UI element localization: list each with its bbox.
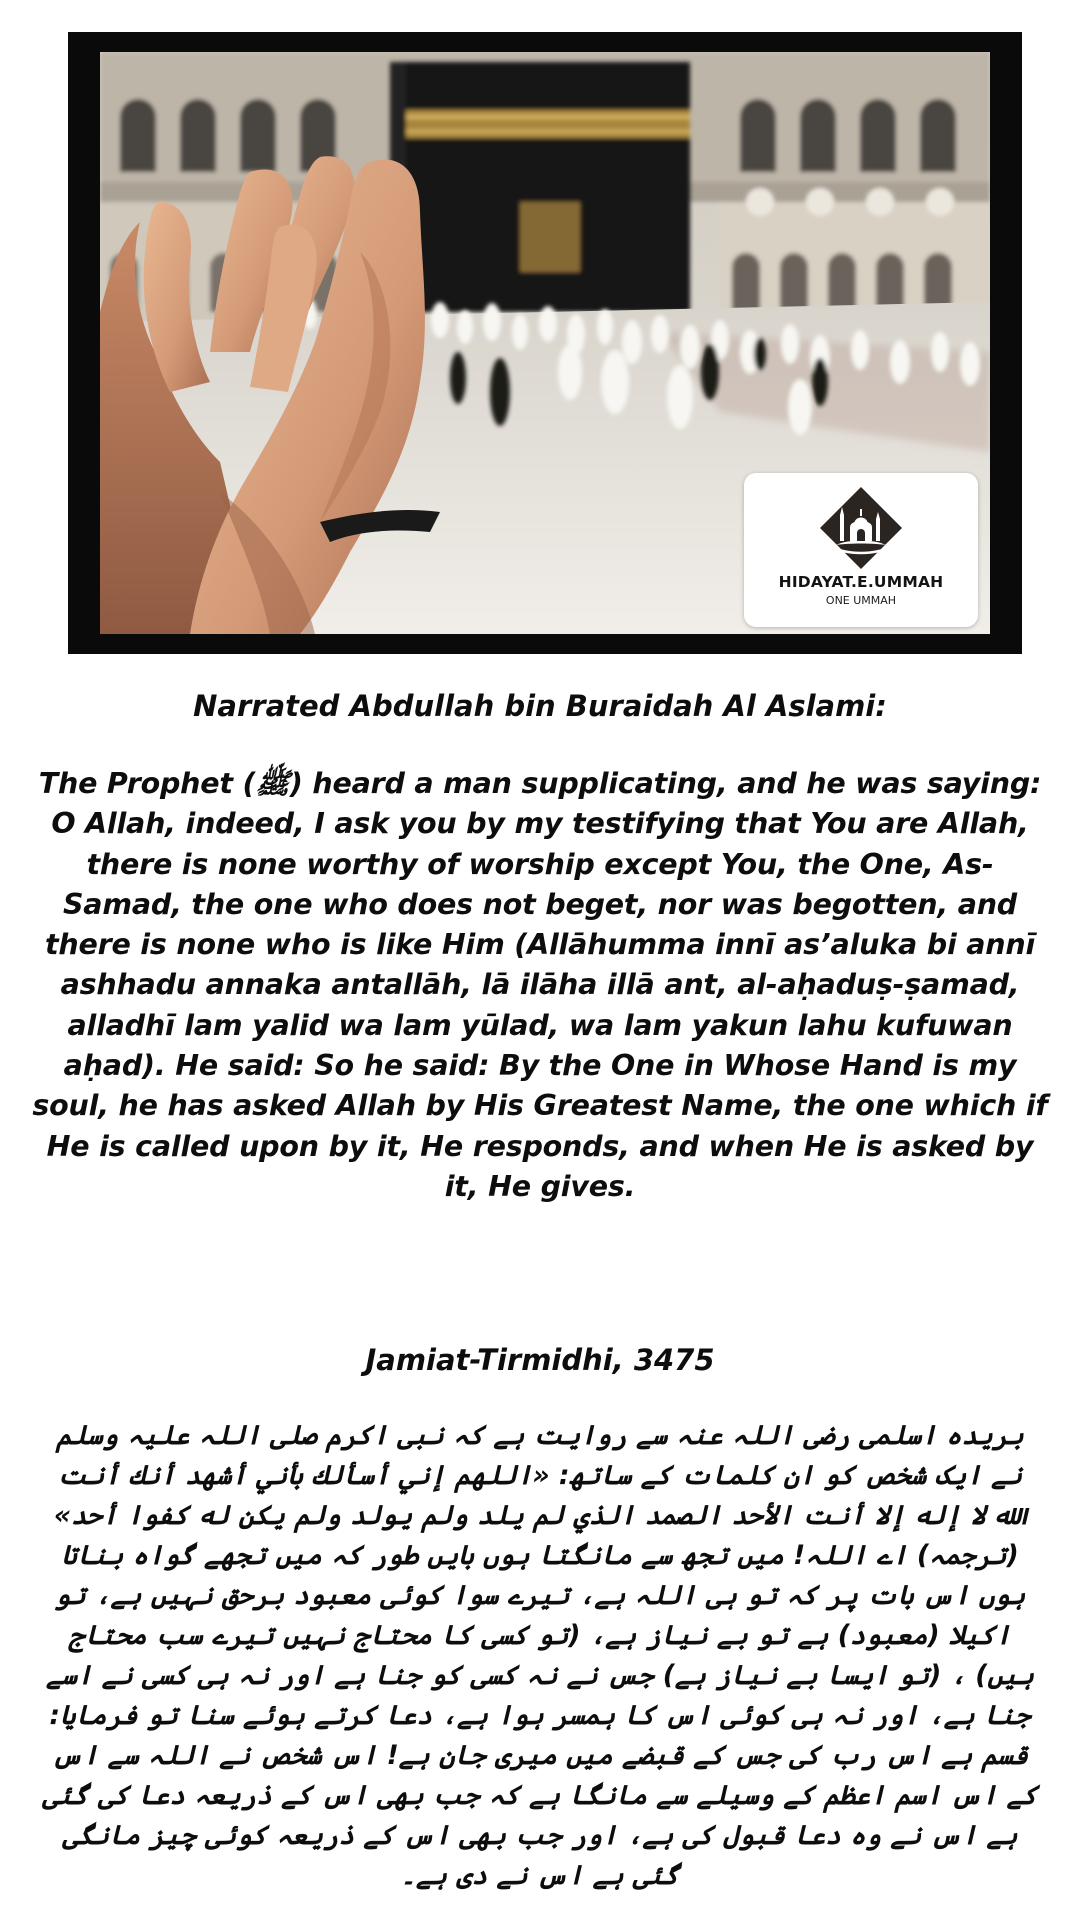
brand-tagline: ONE UMMAH — [825, 594, 897, 607]
brand-name: HIDAYAT.E.UMMAH — [778, 573, 944, 591]
logo-card — [744, 473, 978, 627]
mosque-diamond-icon — [818, 485, 904, 571]
hadith-narrator: Narrated Abdullah bin Buraidah Al Aslami: — [193, 689, 887, 723]
photo-frame — [68, 32, 1022, 654]
hadith-urdu-text: بریدہ اسلمی رضی اللہ عنہ سے روایت ہے کہ نبی اکرم صلی اللہ علیہ وسلم نے ایک شخص کو ان کلمات کے ساتھ: «اللهم إني أسألك بأني أشهد أنك أنت الله لا إله إلا أنت الأحد الصمد الذي لم يلد ولم يولد ولم يكن له كفوا أحد» (ترجمہ) اے اللہ! میں تجھ سے مانگتا ہوں بایں طور کہ میں تجھے گواہ بناتا ہوں اس بات پر کہ تو ہی اللہ ہے، تیرے سوا کوئی معبود برحق نہیں ہے، تو اکیلا (معبود) ہے تو بے نیاز ہے، (تو کسی کا محتاج نہیں تیرے سب محتاج ہیں) ، (تو ایسا بے نیاز ہے) جس نے نہ کسی کو جنا ہے اور نہ ہی کسی نے اسے جنا ہے، اور نہ ہی کوئی اس کا ہمسر ہوا ہے، دعا کرتے ہوئے سنا تو فرمایا: قسم ہے اس رب کی جس کے قبضے میں میری جان ہے! اس شخص نے اللہ سے اس کے اس اسم اعظم کے وسیلے سے مانگا ہے کہ جب بھی اس کے ذریعہ دعا کی گئی ہے اس نے وہ دعا قبول کی ہے، اور جب بھی اس کے ذریعہ کوئی چیز مانگی گئی ہے اس نے دی ہے۔ — [42, 1420, 1038, 1891]
hadith-english-text: The Prophet (ﷺ) heard a man supplicating, and he was saying: O Allah, indeed, I ask you by my testifying that You are Allah, there is none worthy of worship except You, the One, As-Samad, the one who does not beget, nor was begotten, and there is none who is like Him (Allāhumma innī as’aluka bi annī ashhadu annaka antallāh, lā ilāha illā ant, al-aḥaduṣ-ṣamad, alladhī lam yalid wa lam yūlad, wa lam yakun lahu kufuwan aḥad). He said: So he said: By the One in Whose Hand is my soul, he has asked Allah by His Greatest Name, the one which if He is called upon by it, He responds, and when He is asked by it, He gives. — [32, 767, 1048, 1203]
hadith-reference: Jamiat-Tirmidhi, 3475 — [365, 1343, 715, 1377]
